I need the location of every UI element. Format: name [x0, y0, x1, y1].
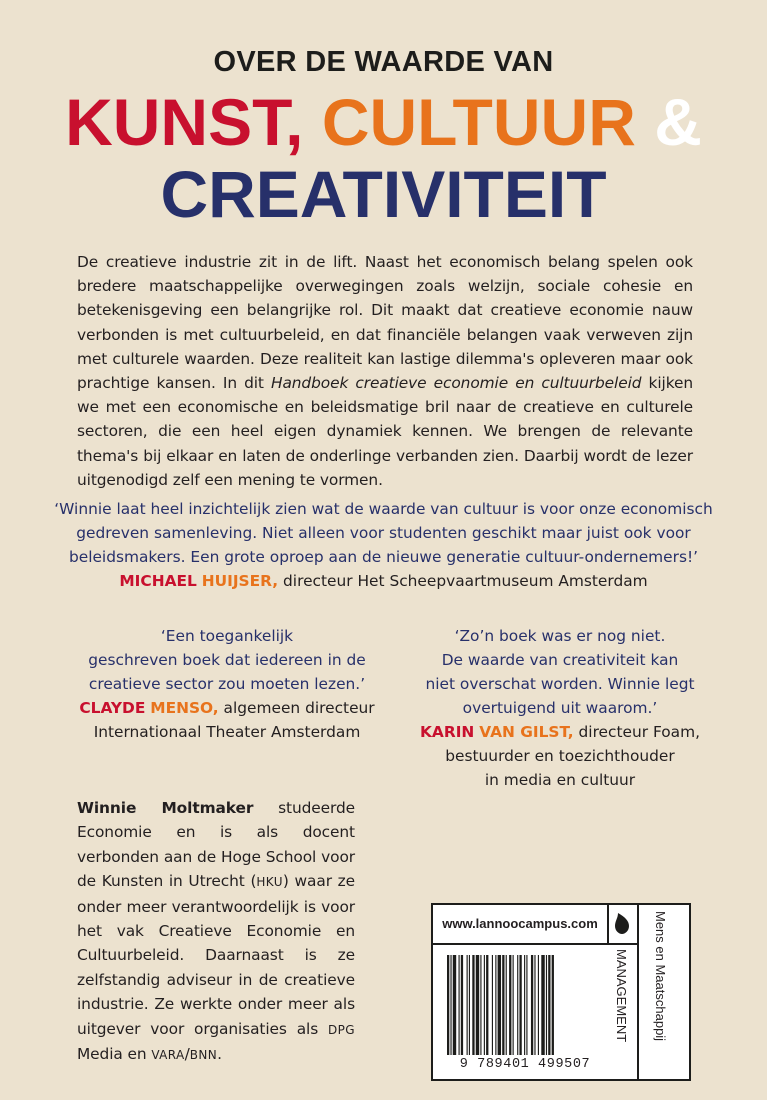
bio-abbrev-bnn: BNN [189, 1048, 218, 1063]
bio-text: Media en [77, 1045, 152, 1064]
logo-cell [609, 905, 639, 945]
attribution-role: directeur Het Scheepvaartmuseum Amsterdam [278, 572, 648, 590]
publisher-box [431, 903, 691, 1081]
quote-line: ‘Een toegankelijk [160, 627, 294, 645]
intro-paragraph [77, 250, 693, 492]
attribution-role: Internationaal Theater Amsterdam [93, 723, 361, 741]
title-ampersand: & [654, 85, 702, 159]
intro-book-title: Handboek creatieve economie en cultuurbeleid [270, 374, 642, 393]
isbn-number: 9 789401 499507 [459, 1057, 591, 1072]
author-bio [77, 796, 355, 1067]
attribution-first-name: CLAYDE [79, 699, 146, 717]
attribution-first-name: KARIN [420, 723, 475, 741]
attribution-role: algemeen directeur [218, 699, 375, 717]
quote-menso [70, 624, 384, 744]
title-line-1: OVER DE WAARDE VAN [213, 46, 554, 78]
lannoo-drop-icon [609, 905, 635, 941]
bio-text: . [217, 1045, 222, 1064]
category-cell [609, 943, 639, 1079]
attribution-first-name: MICHAEL [119, 572, 197, 590]
quote-attribution [390, 720, 730, 744]
author-name: Winnie Moltmaker [77, 799, 254, 817]
attribution-role: bestuurder en toezichthouder [445, 747, 675, 765]
quote-line: overtuigend uit waarom.’ [462, 699, 658, 717]
quote-line: beleidsmakers. Een grote oproep aan de nieuwe generatie cultuur-ondernemers!’ [68, 548, 699, 566]
barcode-icon [447, 955, 597, 1055]
quote-line: ‘Zo’n boek was er nog niet. [454, 627, 666, 645]
attribution-role: in media en cultuur [484, 771, 636, 789]
title-line-2 [0, 84, 767, 160]
intro-text-2: kijken we met een economische en beleidsmatige bril naar de creatieve en culturele sectoren, die een heel eigen dynamiek kennen. We brengen de relevante thema's bij elkaar en laten de onderlinge verbanden zien. Daarbij wordt de lezer uitgenodigd zelf een mening te vormen. [77, 374, 693, 489]
quote-attribution [70, 696, 384, 720]
quote-van-gilst [390, 624, 730, 792]
title-word-cultuur: CULTUUR [321, 85, 636, 159]
quote-line: De waarde van creativiteit kan [441, 651, 679, 669]
bio-abbrev-dpg: DPG [328, 1022, 355, 1037]
bio-abbrev-hku: HKU [256, 875, 283, 890]
publisher-url[interactable]: www.lannoocampus.com [433, 905, 609, 945]
attribution-last-name: VAN GILST, [479, 723, 574, 741]
bio-text: studeerde Economie en is als docent verbonden aan de Hoge School voor de Kunsten in Utrecht ( [77, 799, 356, 891]
quote-line: geschreven boek dat iedereen in de [88, 651, 366, 669]
quote-line: gedreven samenleving. Niet alleen voor studenten geschikt maar juist ook voor [76, 524, 691, 542]
attribution-role: directeur Foam, [573, 723, 700, 741]
quote-attribution [40, 569, 727, 593]
quote-huijser [40, 497, 727, 593]
series-label: Mens en Maatschappij [653, 911, 668, 1042]
title-word-kunst: KUNST, [65, 85, 304, 159]
quote-line: niet overschat worden. Winnie legt [425, 675, 695, 693]
bio-text: ) waar ze onder meer verantwoordelijk is voor het vak Creatieve Economie en Cultuurbeleid. Daarnaast is ze zelfstandig adviseur in de creatieve industrie. Ze werkte onder meer als uitgever voor organisaties als [77, 872, 355, 1038]
quote-line: ‘Winnie laat heel inzichtelijk zien wat de waarde van cultuur is voor onze economisch [54, 500, 713, 518]
title-word-creativiteit: CREATIVITEIT [160, 157, 607, 231]
intro-text-1: De creatieve industrie zit in de lift. Naast het economisch belang spelen ook bredere maatschappelijke overwegingen zoals welzijn, sociale cohesie en betekenisgeving een belangrijke rol. Dit maakt dat creatieve economie nauw verbonden is met cultuurbeleid, en dat financiële belangen vaak verweven zijn met culturele waarden. Deze realiteit kan lastige dilemma's opleveren maar ook prachtige kansen. In dit [77, 253, 693, 393]
attribution-last-name: HUIJSER, [201, 572, 279, 590]
bio-text: / [184, 1045, 190, 1064]
bio-abbrev-vara: VARA [151, 1048, 185, 1063]
category-label: MANAGEMENT [614, 949, 629, 1043]
quote-line: creatieve sector zou moeten lezen.’ [88, 675, 366, 693]
attribution-last-name: MENSO, [150, 699, 219, 717]
